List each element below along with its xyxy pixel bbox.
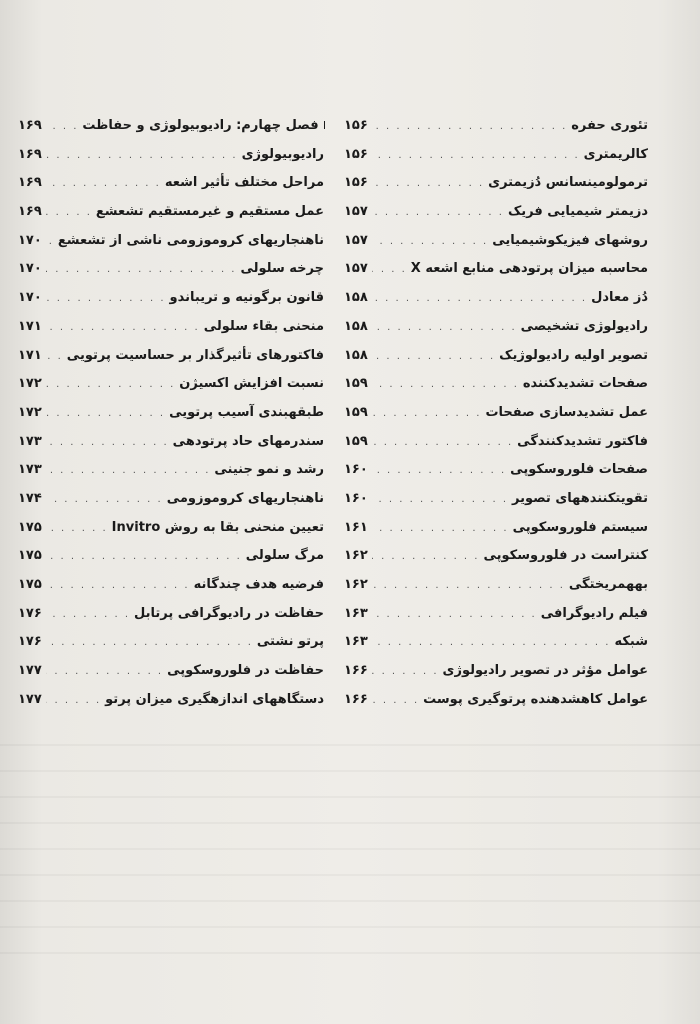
toc-entry-title-text: صفحات تشدیدکننده [522, 376, 648, 392]
toc-entry [344, 600, 648, 629]
dot-leader [46, 285, 166, 314]
dot-leader [46, 486, 163, 515]
toc-entry-title [513, 514, 648, 543]
toc-page-number: ۱۵۹ [344, 433, 368, 449]
toc-chapter-heading [18, 112, 324, 141]
toc-entry-title [411, 255, 648, 284]
toc-entry-title [112, 514, 324, 543]
toc-column-left [18, 112, 324, 714]
toc-entry [18, 600, 324, 629]
toc-entry [344, 485, 648, 514]
toc-entry-title [194, 571, 324, 600]
toc-entry-title-text: فرضیه هدف چندگانه [193, 577, 324, 592]
toc-entry-title [58, 227, 324, 256]
toc-page-number: ۱۶۰ [344, 490, 368, 506]
toc-entry-title-text: تئوری حفره [571, 118, 648, 133]
dot-leader [46, 199, 92, 228]
toc-page-number: ۱۷۵ [18, 519, 42, 535]
toc-page-number: ۱۷۳ [18, 462, 42, 478]
dot-leader [372, 343, 495, 372]
toc-entry [344, 112, 648, 141]
toc-entry-title [614, 628, 648, 657]
toc-page-number: ۱۵۷ [344, 261, 368, 277]
toc-page-number: ۱۷۰ [18, 290, 42, 306]
toc-page-number: ۱۷۵ [18, 577, 42, 592]
toc-entry-title [512, 485, 648, 514]
toc-entry-title [242, 141, 324, 170]
toc-entry [18, 514, 324, 543]
toc-entry [18, 141, 324, 170]
dot-leader [372, 256, 407, 285]
dot-leader [372, 601, 537, 630]
toc-entry-title-text: محاسبه میزان پرتودهی منابع اشعه X [410, 261, 648, 277]
toc-entry-title [214, 456, 324, 485]
toc-page-number: ۱۷۷ [18, 663, 42, 679]
dot-leader [46, 170, 161, 199]
toc-entry-title [165, 169, 324, 198]
toc-entry-title [584, 141, 648, 170]
toc-entry [344, 284, 648, 313]
toc-page-number: ۱۵۸ [344, 318, 368, 334]
toc-entry-title [488, 169, 648, 198]
dot-leader [46, 314, 200, 343]
toc-entry-title-text: عمل تشدیدسازی صفحات [485, 404, 648, 420]
toc-entry [344, 542, 648, 571]
toc-entry-title-text: فیلم رادیوگرافی [540, 605, 648, 621]
toc-entry [344, 141, 648, 170]
toc-entry [344, 198, 648, 227]
toc-entry [18, 255, 324, 284]
dot-leader [46, 457, 211, 486]
toc-entry [18, 198, 324, 227]
toc-page-number: ۱۷۰ [18, 232, 42, 248]
toc-page-number: ۱۶۹ [18, 146, 42, 162]
toc-page-number: ۱۷۶ [18, 634, 42, 650]
toc-entry [344, 514, 648, 543]
toc-entry [344, 227, 648, 256]
toc-entry [18, 284, 324, 313]
toc-entry-title [569, 571, 648, 600]
dot-leader [46, 687, 101, 716]
toc-page-number: ۱۵۹ [344, 404, 368, 420]
toc-page-number: ۱۷۰ [18, 261, 42, 277]
toc-entry [344, 342, 648, 371]
toc-entry [18, 370, 324, 399]
toc-entry-title [67, 342, 324, 371]
toc-entry-title-text: فاکتورهای تأثیرگذار بر حساسیت پرتویی [66, 347, 324, 363]
toc-page-number: ۱۶۹ [18, 175, 42, 191]
toc-entry-title-text: عمل مستقیم و غیرمستقیم تشعشع [95, 204, 324, 220]
toc-entry-title-text: حفاظت در رادیوگرافی پرتابل [134, 605, 324, 621]
toc-page-number: ۱۵۹ [344, 376, 368, 392]
toc-entry [18, 428, 324, 457]
toc-entry [344, 313, 648, 342]
toc-entry-title-text: ترمولومینسانس دُزیمتری [488, 175, 648, 191]
toc-entry-title [492, 227, 648, 256]
toc-entry [18, 628, 324, 657]
toc-entry-title-text: صفحات فلوروسکوپی [510, 462, 648, 478]
toc-page-number: ۱۷۱ [18, 318, 42, 334]
dot-leader [372, 113, 567, 142]
toc-entry [18, 571, 324, 600]
toc-entry-title [485, 399, 648, 428]
dot-leader [46, 515, 108, 544]
toc-page-number: ۱۷۳ [18, 433, 42, 449]
toc-entry-title-text: کالریمتری [583, 146, 648, 162]
toc-entry-title-text: تصویر اولیه رادیولوژیک [499, 347, 648, 363]
toc-entry [344, 686, 648, 715]
toc-page-number: ۱۶۳ [344, 634, 368, 650]
toc-page-number: ۱۵۷ [344, 204, 368, 220]
toc-page-number: ۱۷۴ [18, 490, 42, 506]
toc-entry-title [169, 399, 324, 428]
dot-leader [46, 543, 242, 572]
toc-entry-title [510, 456, 648, 485]
toc-entry-title-text: رادیوبیولوژی [241, 146, 324, 162]
toc-entry-title-text: قانون برگونیه و تریباندو [169, 290, 324, 306]
toc-page-number: ۱۵۸ [344, 347, 368, 363]
toc-entry [344, 399, 648, 428]
toc-entry-title [173, 428, 324, 457]
toc-entry-title-text: دستگاههای اندازهگیری میزان پرتو [105, 691, 324, 707]
toc-entry [344, 428, 648, 457]
dot-leader [46, 601, 130, 630]
toc-page-number: ۱۵۶ [344, 146, 368, 162]
toc-entry [344, 255, 648, 284]
bleed-through-shadow [0, 720, 700, 964]
toc-entry-title [523, 370, 648, 399]
toc-entry-title [167, 485, 324, 514]
toc-page-number: ۱۶۶ [344, 691, 368, 707]
toc-page-number: ۱۵۶ [344, 175, 368, 191]
toc-entry-title [499, 342, 648, 371]
dot-leader [46, 113, 79, 142]
toc-entry-title [591, 284, 648, 313]
toc-entry-title-text: مرگ سلولی [245, 548, 324, 564]
toc-page-number: ۱۵۶ [344, 118, 368, 133]
toc-entry-title [105, 686, 324, 715]
toc-entry-title-text: ناهنجاریهای کروموزومی [166, 490, 324, 506]
toc-page-number: ۱۶۱ [344, 519, 368, 535]
dot-leader [46, 343, 63, 372]
dot-leader [46, 429, 169, 458]
toc-entry-title [240, 255, 324, 284]
toc-entry-title [443, 657, 648, 686]
dot-leader [46, 400, 165, 429]
dot-leader [46, 371, 175, 400]
toc-entry-title-text: دزیمتر شیمیایی فریک [507, 204, 648, 220]
toc-entry [18, 169, 324, 198]
toc-entry-title-text: فصل چهارم: رادیوبیولوژی و حفاظت [82, 118, 319, 133]
toc-entry [18, 227, 324, 256]
toc-page-number: ۱۶۹ [18, 118, 42, 133]
toc-entry-title-text: عوامل کاهشدهنده پرتوگیری پوست [423, 691, 648, 707]
toc-entry-title [204, 313, 324, 342]
toc-entry-title-text: چرخه سلولی [240, 261, 324, 277]
dot-leader [372, 572, 565, 601]
toc-entry-title-text: روشهای فیزیکوشیمیایی [492, 232, 648, 248]
toc-entry [344, 169, 648, 198]
toc-entry [344, 571, 648, 600]
dot-leader [372, 515, 509, 544]
toc-entry-title-text: نسبت افزایش اکسیژن [179, 376, 324, 392]
toc-entry-title [483, 542, 648, 571]
toc-entry-title [521, 313, 648, 342]
dot-leader [372, 371, 519, 400]
toc-page-number: ۱۷۷ [18, 691, 42, 707]
dot-leader [372, 400, 482, 429]
dot-leader [46, 256, 237, 285]
toc-page-number: ۱۷۶ [18, 605, 42, 621]
toc-entry-title-text: مراحل مختلف تأثیر اشعه [164, 175, 324, 191]
toc-entry-title [246, 542, 324, 571]
dot-leader [46, 658, 163, 687]
toc-entry-title [423, 686, 648, 715]
toc-entry [18, 485, 324, 514]
toc-entry-title [541, 600, 648, 629]
toc-entry-title [517, 428, 648, 457]
toc-entry-title [82, 112, 318, 141]
toc-entry-title-text: منحنی بقاء سلولی [203, 318, 324, 334]
dot-leader [372, 629, 611, 658]
toc-page-number: ۱۷۲ [18, 376, 42, 392]
toc-entry-title [571, 112, 648, 141]
toc-page-number: ۱۶۶ [344, 663, 368, 679]
toc-entry-title-text: رشد و نمو جنینی [214, 462, 324, 478]
toc-entry [18, 399, 324, 428]
toc-entry-title-text: عوامل مؤثر در تصویر رادیولوژی [442, 663, 648, 679]
toc-entry-title [96, 198, 324, 227]
dot-leader [372, 457, 506, 486]
toc-entry-title-text: حفاظت در فلوروسکوپی [167, 663, 324, 679]
toc-page-number: ۱۶۹ [18, 204, 42, 220]
toc-entry-title [179, 370, 324, 399]
toc-entry [18, 456, 324, 485]
toc-entry-title [257, 628, 324, 657]
dot-leader [372, 142, 580, 171]
toc-entry-title-text: کنتراست در فلوروسکوپی [483, 548, 648, 564]
dot-leader [372, 429, 513, 458]
toc-page-number: ۱۷۱ [18, 347, 42, 363]
toc-entry [18, 686, 324, 715]
dot-leader [372, 199, 504, 228]
dot-leader [372, 658, 439, 687]
toc-entry [18, 657, 324, 686]
toc-entry [344, 370, 648, 399]
toc-entry-title-text: سیستم فلوروسکوپی [512, 519, 648, 535]
dot-leader [46, 572, 190, 601]
toc-entry-title-text: سندرمهای حاد پرتودهی [172, 433, 324, 449]
dot-leader [372, 170, 484, 199]
toc-column-right [344, 112, 648, 714]
toc-entry-title [167, 657, 324, 686]
dot-leader [372, 314, 517, 343]
toc-page-number: ۱۶۳ [344, 605, 368, 621]
toc-page-number: ۱۷۵ [18, 548, 42, 564]
dot-leader [372, 228, 488, 257]
toc-entry [344, 456, 648, 485]
toc-entry [18, 313, 324, 342]
toc-entry-title-text: رادیولوژی تشخیصی [520, 318, 648, 334]
toc-page-number: ۱۶۰ [344, 462, 368, 478]
dot-leader [46, 142, 238, 171]
toc-entry-title-text: تقویتکنندههای تصویر [512, 490, 648, 506]
toc-page-number: ۱۵۸ [344, 290, 368, 306]
toc-entry-title-text: طبقهبندی آسیب پرتویی [169, 404, 324, 420]
toc-entry-title-text: دُز معادل [591, 290, 648, 306]
toc-page-number: ۱۷۲ [18, 404, 42, 420]
toc-entry-title [134, 600, 324, 629]
toc-entry-title-text: تعیین منحنی بقا به روش Invitro [111, 519, 324, 535]
dot-leader [372, 687, 419, 716]
toc-entry-title-text: بههمریختگی [568, 577, 648, 592]
toc-page-number: ۱۶۲ [344, 577, 368, 592]
dot-leader [372, 285, 587, 314]
dot-leader [372, 543, 480, 572]
toc-page-number: ۱۵۷ [344, 232, 368, 248]
toc-entry-title [508, 198, 648, 227]
dot-leader [46, 629, 253, 658]
toc-entry [18, 342, 324, 371]
dot-leader [372, 486, 508, 515]
toc-entry [344, 657, 648, 686]
toc-page-number: ۱۶۲ [344, 548, 368, 564]
dot-leader [46, 228, 54, 257]
toc-entry-title-text: فاکتور تشدیدکنندگی [517, 433, 648, 449]
toc-entry-title-text: ناهنجاریهای کروموزومی ناشی از تشعشع [57, 232, 324, 248]
toc-entry [18, 542, 324, 571]
toc-entry [344, 628, 648, 657]
toc-entry-title [170, 284, 324, 313]
toc-entry-title-text: پرتو نشتی [256, 634, 324, 650]
toc-entry-title-text: شبکه [614, 634, 648, 650]
